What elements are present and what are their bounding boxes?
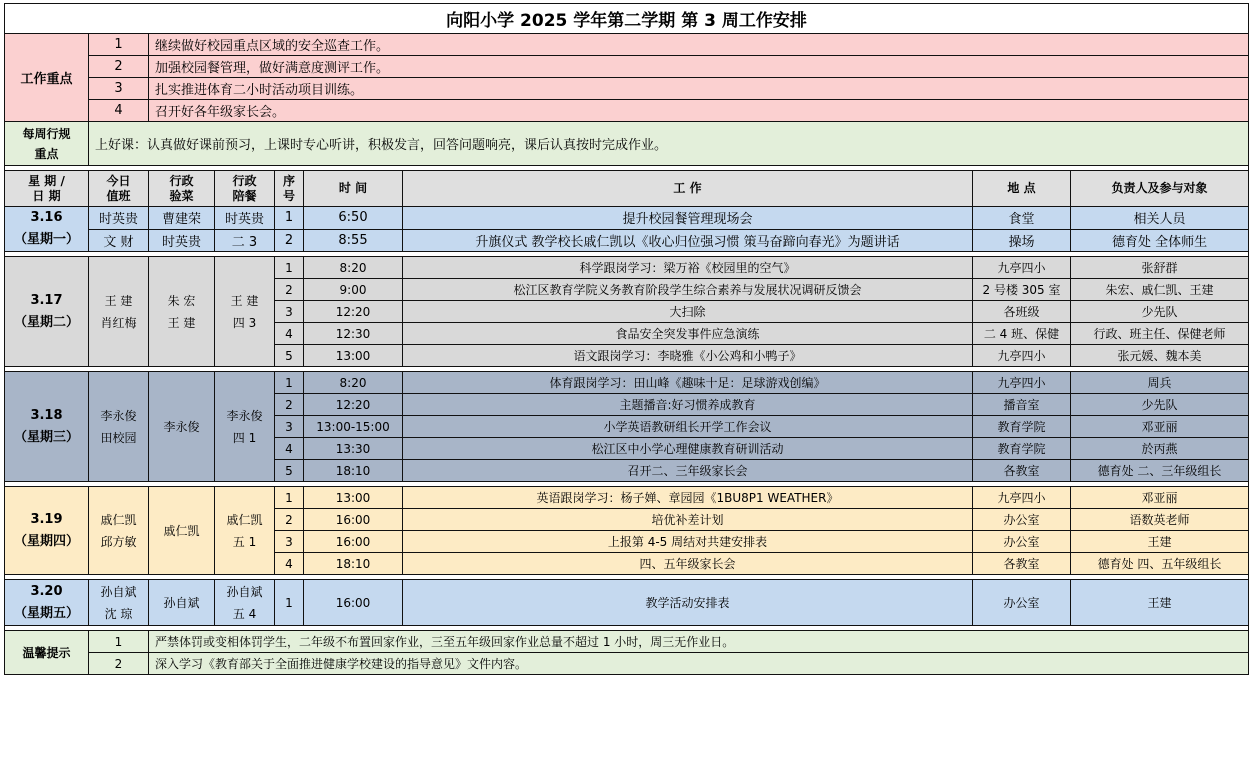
tips-row [5,653,1249,675]
row-place: 九亭四小 [973,257,1071,279]
header-time: 时 间 [304,171,403,207]
row-no: 1 [275,207,304,230]
check-cell: 孙自斌 [149,580,215,626]
focus-text: 加强校园餐管理，做好满意度测评工作。 [149,56,1249,78]
tips-row [5,631,1249,653]
header-place: 地 点 [973,171,1071,207]
duty-cell: 时英贵 [89,207,149,230]
duty-name: 戚仁凯 [100,512,137,527]
meal-name: 戚仁凯 [226,512,263,527]
focus-no: 1 [89,34,149,56]
header-check [149,171,215,207]
row-no: 4 [275,323,304,345]
duty-cell [89,580,149,626]
row-time: 13:00 [304,345,403,367]
row-time: 8:55 [304,229,403,252]
row-person: 少先队 [1071,301,1249,323]
focus-row [5,34,1249,56]
row-work: 科学跟岗学习：梁万裕《校园里的空气》 [403,257,973,279]
row-place: 办公室 [973,580,1071,626]
meal-cell: 二 3 [215,229,275,252]
row-no: 4 [275,553,304,575]
header-meal-line1: 行政 [232,173,257,188]
tips-text: 深入学习《教育部关于全面推进健康学校建设的指导意见》文件内容。 [149,653,1249,675]
weekly-rule-label-line2: 重点 [34,146,59,161]
meal-class: 四 3 [232,315,257,330]
weekly-schedule-table [4,3,1249,675]
row-person: 邓亚丽 [1071,416,1249,438]
row-work: 松江区中小学心理健康教育研训活动 [403,438,973,460]
row-place: 二 4 班、保健 [973,323,1071,345]
row-no: 2 [275,229,304,252]
check-name: 朱 宏 [167,293,196,308]
header-no-line1: 序 [282,173,295,188]
row-place: 办公室 [973,509,1071,531]
focus-no: 2 [89,56,149,78]
day-cell [5,257,89,367]
row-person: 德育处 全体师生 [1071,229,1249,252]
header-date-line2: 日 期 [32,188,61,203]
day-weekday: （星期五） [13,605,79,621]
row-work: 大扫除 [403,301,973,323]
row-person: 语数英老师 [1071,509,1249,531]
row-no: 1 [275,580,304,626]
row-work: 松江区教育学院义务教育阶段学生综合素养与发展状况调研反馈会 [403,279,973,301]
check-cell [149,257,215,367]
row-no: 3 [275,301,304,323]
day-date: 3.20 [30,583,63,599]
duty-cell: 文 财 [89,229,149,252]
row-time: 13:30 [304,438,403,460]
duty-cell [89,372,149,482]
day-date: 3.19 [30,511,63,527]
day-cell [5,207,89,252]
row-work: 提升校园餐管理现场会 [403,207,973,230]
duty-name: 沈 琼 [104,606,133,621]
weekly-rule-label [5,122,89,166]
day-weekday: （星期一） [13,232,79,247]
meal-cell: 时英贵 [215,207,275,230]
row-place: 播音室 [973,394,1071,416]
weekly-rule-label-line1: 每周行规 [22,126,71,141]
column-header-row [5,171,1249,207]
weekly-rule-text: 上好课：认真做好课前预习，上课时专心听讲，积极发言，回答问题响亮，课后认真按时完成作业。 [89,122,1249,166]
tips-no: 1 [89,631,149,653]
focus-text: 召开好各年级家长会。 [149,100,1249,122]
row-place: 教育学院 [973,438,1071,460]
check-name: 王 建 [167,315,196,330]
day-weekday: （星期三） [13,429,79,445]
row-place: 各教室 [973,460,1071,482]
duty-name: 王 建 [104,293,133,308]
row-place: 九亭四小 [973,345,1071,367]
schedule-row [5,257,1249,279]
row-person: 德育处 四、五年级组长 [1071,553,1249,575]
day-date: 3.17 [30,292,63,308]
row-place: 九亭四小 [973,372,1071,394]
weekly-rule-row [5,122,1249,166]
focus-row [5,100,1249,122]
check-cell: 时英贵 [149,229,215,252]
day-weekday: （星期二） [13,314,79,330]
row-work: 培优补差计划 [403,509,973,531]
row-time: 16:00 [304,580,403,626]
check-cell: 戚仁凯 [149,487,215,575]
meal-class: 四 1 [232,430,257,445]
duty-name: 肖红梅 [100,315,137,330]
focus-no: 4 [89,100,149,122]
row-no: 1 [275,487,304,509]
row-place: 教育学院 [973,416,1071,438]
row-no: 1 [275,257,304,279]
meal-class: 五 1 [232,534,257,549]
row-no: 5 [275,460,304,482]
row-time: 12:30 [304,323,403,345]
row-time: 16:00 [304,531,403,553]
row-person: 周兵 [1071,372,1249,394]
row-work: 体育跟岗学习：田山峰《趣味十足：足球游戏创编》 [403,372,973,394]
row-work: 召开二、三年级家长会 [403,460,973,482]
header-date [5,171,89,207]
meal-name: 李永俊 [226,408,263,423]
day-weekday: （星期四） [13,533,79,549]
row-no: 4 [275,438,304,460]
row-no: 1 [275,372,304,394]
header-check-line1: 行政 [169,173,194,188]
row-work: 小学英语教研组长开学工作会议 [403,416,973,438]
check-cell: 曹建荣 [149,207,215,230]
page-title: 向阳小学 2025 学年第二学期 第 3 周工作安排 [5,4,1249,34]
meal-class: 五 4 [232,606,257,621]
row-place: 九亭四小 [973,487,1071,509]
meal-cell [215,580,275,626]
row-work: 主题播音:好习惯养成教育 [403,394,973,416]
row-time: 9:00 [304,279,403,301]
row-time: 18:10 [304,460,403,482]
row-no: 2 [275,394,304,416]
row-person: 於丙燕 [1071,438,1249,460]
focus-text: 扎实推进体育二小时活动项目训练。 [149,78,1249,100]
row-time: 8:20 [304,257,403,279]
header-meal [215,171,275,207]
tips-text: 严禁体罚或变相体罚学生，二年级不布置回家作业，三至五年级回家作业总量不超过 1 小时，周三无作业日。 [149,631,1249,653]
meal-name: 王 建 [230,293,259,308]
header-person: 负责人及参与对象 [1071,171,1249,207]
meal-cell [215,257,275,367]
meal-name: 孙自斌 [226,584,263,599]
row-work: 升旗仪式 教学校长戚仁凯以《收心归位强习惯 策马奋蹄向春光》为题讲话 [403,229,973,252]
row-place: 食堂 [973,207,1071,230]
header-meal-line2: 陪餐 [232,188,257,203]
row-work: 食品安全突发事件应急演练 [403,323,973,345]
tips-no: 2 [89,653,149,675]
row-time: 12:20 [304,394,403,416]
row-no: 2 [275,279,304,301]
schedule-row [5,580,1249,626]
duty-name: 田校园 [100,430,137,445]
row-time: 13:00 [304,487,403,509]
row-person: 相关人员 [1071,207,1249,230]
header-duty-line1: 今日 [106,173,131,188]
header-check-line2: 验菜 [169,188,194,203]
day-date: 3.16 [30,210,63,225]
schedule-row [5,229,1249,252]
row-time: 12:20 [304,301,403,323]
day-cell [5,487,89,575]
row-time: 18:10 [304,553,403,575]
row-work: 英语跟岗学习：杨子婵、章园园《1BU8P1 WEATHER》 [403,487,973,509]
header-duty-line2: 值班 [106,188,131,203]
row-time: 16:00 [304,509,403,531]
day-date: 3.18 [30,407,63,423]
row-person: 王建 [1071,580,1249,626]
meal-cell [215,372,275,482]
schedule-row [5,372,1249,394]
row-place: 各班级 [973,301,1071,323]
day-cell [5,580,89,626]
row-place: 各教室 [973,553,1071,575]
duty-cell [89,487,149,575]
row-person: 邓亚丽 [1071,487,1249,509]
row-person: 少先队 [1071,394,1249,416]
schedule-row [5,487,1249,509]
focus-text: 继续做好校园重点区域的安全巡查工作。 [149,34,1249,56]
row-person: 行政、班主任、保健老师 [1071,323,1249,345]
row-person: 王建 [1071,531,1249,553]
focus-no: 3 [89,78,149,100]
row-work: 教学活动安排表 [403,580,973,626]
header-work: 工 作 [403,171,973,207]
row-person: 朱宏、戚仁凯、王建 [1071,279,1249,301]
focus-row [5,56,1249,78]
row-time: 6:50 [304,207,403,230]
focus-row [5,78,1249,100]
duty-name: 孙自斌 [100,584,137,599]
duty-name: 李永俊 [100,408,137,423]
duty-name: 邱方敏 [100,534,137,549]
row-place: 2 号楼 305 室 [973,279,1071,301]
meal-cell [215,487,275,575]
focus-label: 工作重点 [5,34,89,122]
row-person: 张元媛、魏本美 [1071,345,1249,367]
row-person: 张舒群 [1071,257,1249,279]
row-time: 8:20 [304,372,403,394]
row-place: 操场 [973,229,1071,252]
row-time: 13:00-15:00 [304,416,403,438]
row-work: 四、五年级家长会 [403,553,973,575]
day-cell [5,372,89,482]
row-no: 5 [275,345,304,367]
check-cell: 李永俊 [149,372,215,482]
header-date-line1: 星 期 / [28,173,65,188]
row-work: 上报第 4-5 周结对共建安排表 [403,531,973,553]
duty-cell [89,257,149,367]
tips-label: 温馨提示 [5,631,89,675]
row-no: 3 [275,416,304,438]
header-no [275,171,304,207]
row-person: 德育处 二、三年级组长 [1071,460,1249,482]
schedule-row [5,207,1249,230]
row-place: 办公室 [973,531,1071,553]
row-no: 2 [275,509,304,531]
row-work: 语文跟岗学习：李晓雅《小公鸡和小鸭子》 [403,345,973,367]
header-no-line2: 号 [282,188,295,203]
header-duty [89,171,149,207]
row-no: 3 [275,531,304,553]
